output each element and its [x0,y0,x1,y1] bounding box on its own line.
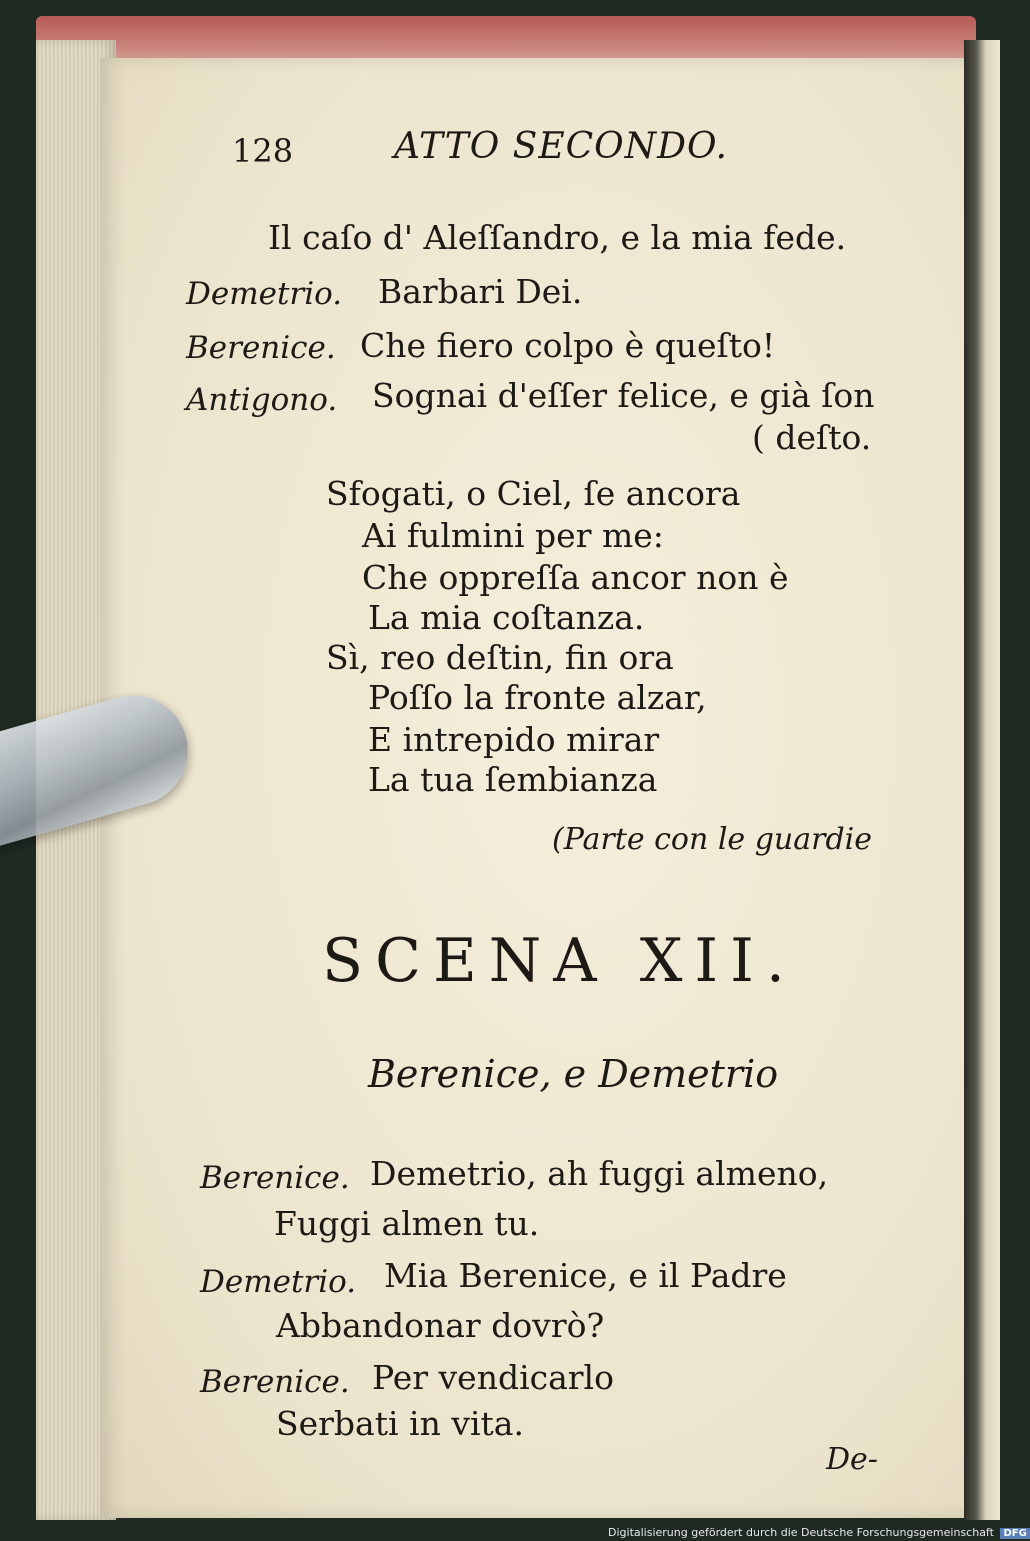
verse-line: Fuggi almen tu. [274,1204,540,1243]
page-number: 128 [232,132,294,170]
aria-line: Poſſo la fronte alzar, [368,678,707,717]
aria-line: Sfogati, o Ciel, ſe ancora [326,474,741,513]
catchword: De- [826,1442,878,1477]
speaker-label: Antigono. [186,382,338,418]
scene-title: SCENA XII. [322,926,797,996]
verse-line: ( deſto. [752,418,872,457]
verse-line: Mia Berenice, e il Padre [384,1256,787,1295]
scene-characters: Berenice, e Demetrio [368,1052,779,1096]
credit-text: Digitalisierung gefördert durch die Deutsche Forschungsgemeinschaft [608,1526,994,1539]
running-title: ATTO SECONDO. [394,126,728,167]
verse-line: Il caſo d' Aleſſandro, e la mia fede. [268,218,847,257]
verse-line: Sognai d'eſſer felice, e già ſon [372,376,875,415]
verse-line: Per vendicarlo [372,1358,614,1397]
dfg-logo: DFG [1000,1528,1029,1539]
aria-line: La mia coſtanza. [368,598,645,637]
verse-line: Serbati in vita. [276,1404,524,1443]
aria-line: Ai fulmini per me: [362,516,664,555]
aria-line: E intrepido mirar [368,720,660,759]
aria-line: Sì, reo deſtin, fin ora [326,638,674,677]
speaker-label: Demetrio. [200,1264,357,1300]
verse-line: Demetrio, ah fuggi almeno, [370,1154,829,1193]
stage-direction: (Parte con le guardie [552,822,873,857]
speaker-label: Berenice. [200,1160,350,1196]
book-gutter [964,40,1000,1520]
speaker-label: Berenice. [200,1364,350,1400]
verse-line: Che fiero colpo è queſto! [360,326,776,365]
speaker-label: Demetrio. [186,276,343,312]
verse-line: Barbari Dei. [378,272,583,311]
aria-line: Che oppreſſa ancor non è [362,558,789,597]
aria-line: La tua ſembianza [368,760,658,799]
digitization-credit [608,1526,1030,1539]
speaker-label: Berenice. [186,330,336,366]
verse-line: Abbandonar dovrò? [276,1306,605,1345]
